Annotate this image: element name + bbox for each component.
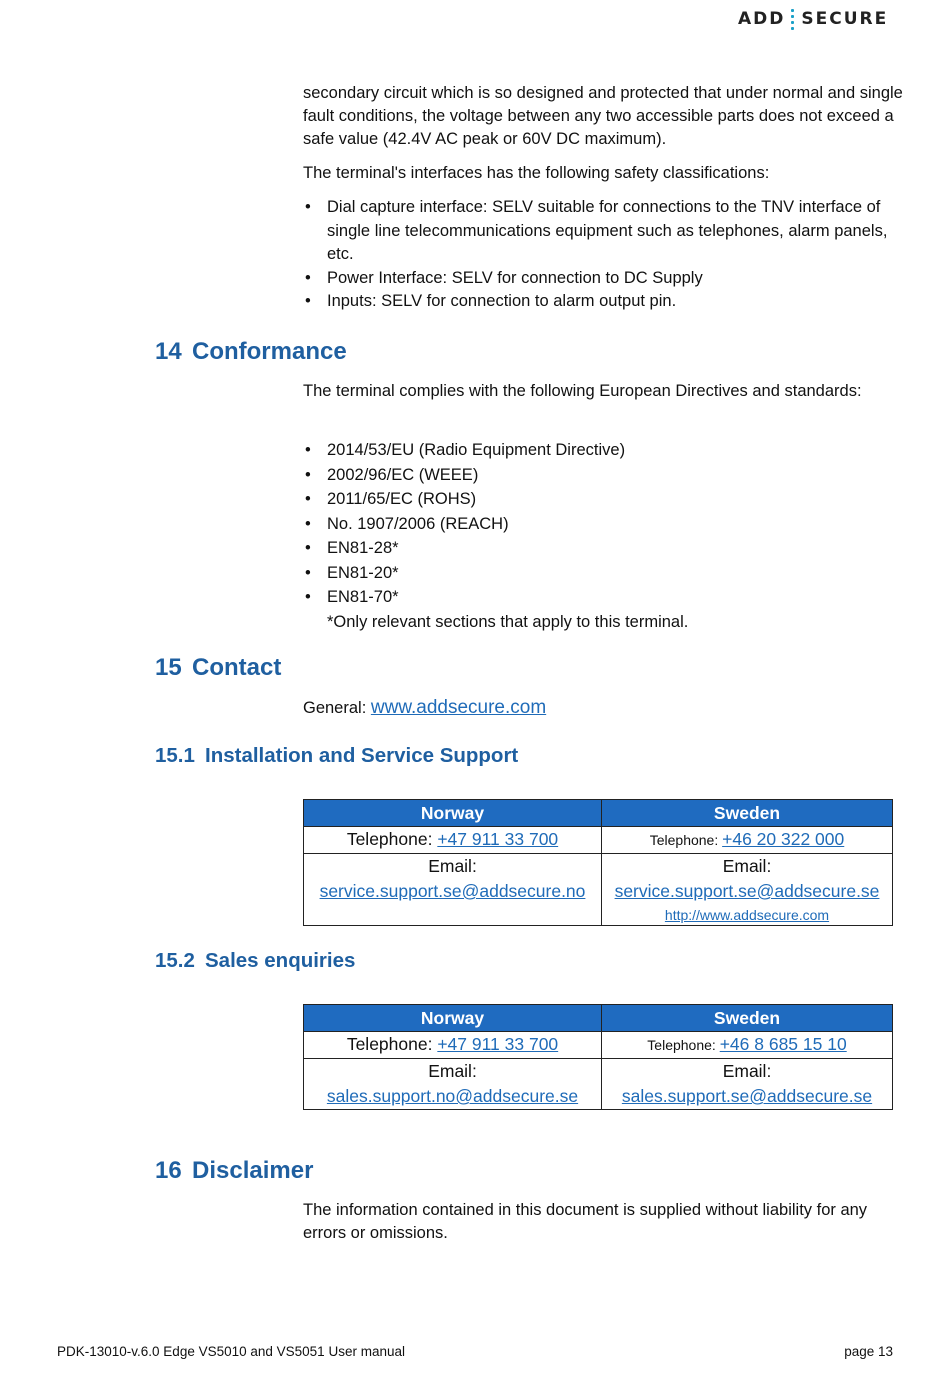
intro-lead: The terminal's interfaces has the following safety classifications: [303, 164, 770, 182]
list-item: • EN81-28* [303, 536, 903, 561]
sales-contact-table [303, 1004, 893, 1110]
sweden-email-link[interactable]: sales.support.se@addsecure.se [621, 1086, 873, 1106]
sweden-phone-link[interactable]: +46 8 685 15 10 [719, 1034, 847, 1054]
table-row [304, 1032, 893, 1059]
directives-list [303, 438, 903, 634]
intro-paragraph: secondary circuit which is so designed and protected that under normal and single fault conditions, the voltage between any two accessible parts does not exceed a safe value (42.4V AC peak or 60V DC maximum). [303, 84, 903, 148]
bullet-icon: • [305, 539, 311, 557]
section-heading-disclaimer: 16 Disclaimer [155, 1157, 314, 1184]
general-contact [303, 696, 903, 720]
bullet-icon: • [305, 465, 311, 484]
section-heading-sales: 15.2 Sales enquiries [155, 949, 356, 972]
bullet-icon: • [305, 514, 311, 533]
list-item: • 2002/96/EC (WEEE) [303, 463, 903, 488]
section-heading-support: 15.1 Installation and Service Support [155, 744, 519, 767]
logo-text-right: SECURE [801, 9, 889, 29]
list-item: • EN81-20* [303, 561, 903, 586]
conformance-lead: The terminal complies with the following European Directives and standards: [303, 382, 862, 400]
section-heading-conformance: 14 Conformance [155, 338, 347, 365]
sweden-email-cell: Email: service.support.se@addsecure.se http://www.addsecure.com [602, 854, 893, 926]
norway-email-cell: Email: service.support.se@addsecure.no [304, 854, 602, 926]
footer-document-title: PDK-13010-v.6.0 Edge VS5010 and VS5051 User manual [57, 1344, 405, 1359]
norway-email-link[interactable]: sales.support.no@addsecure.se [326, 1086, 579, 1106]
list-item: • 2011/65/EC (ROHS) [303, 487, 903, 512]
sweden-email-link[interactable]: service.support.se@addsecure.se [614, 881, 880, 901]
disclaimer-text: The information contained in this document is supplied without liability for any errors or omissions. [303, 1201, 868, 1242]
list-item: • No. 1907/2006 (REACH) [303, 512, 903, 537]
bullet-icon: • [305, 268, 311, 287]
table-row [304, 854, 893, 926]
table-row [304, 1059, 893, 1110]
bullet-icon: • [305, 490, 311, 508]
support-contact-table [303, 799, 893, 926]
column-header-sweden: Sweden [602, 1005, 893, 1032]
section-heading-contact: 15 Contact [155, 654, 282, 681]
bullet-icon: • [305, 588, 311, 606]
norway-telephone-cell: Telephone: +47 911 33 700 [304, 1032, 602, 1059]
website-link[interactable]: www.addsecure.com [370, 697, 547, 718]
norway-phone-link[interactable]: +47 911 33 700 [437, 1034, 559, 1054]
sweden-email-cell: Email: sales.support.se@addsecure.se [602, 1059, 893, 1110]
bullet-icon: • [305, 441, 311, 459]
table-header-row [304, 800, 893, 827]
footer-page-number: page 13 [844, 1344, 893, 1359]
column-header-sweden: Sweden [602, 800, 893, 827]
column-header-norway: Norway [304, 800, 602, 827]
bullet-icon: • [305, 198, 311, 216]
sweden-phone-link[interactable]: +46 20 322 000 [722, 829, 845, 849]
list-item: • EN81-70* [303, 585, 903, 610]
column-header-norway: Norway [304, 1005, 602, 1032]
list-item: • Inputs: SELV for connection to alarm output pin. [303, 290, 903, 314]
sweden-telephone-cell: Telephone: +46 8 685 15 10 [602, 1032, 893, 1059]
norway-telephone-cell: Telephone: +47 911 33 700 [304, 827, 602, 854]
list-item: • Dial capture interface: SELV suitable for connections to the TNV interface of single line telecommunications equipment such as telephones, alarm panels, etc. [305, 198, 888, 263]
sweden-website-link[interactable]: http://www.addsecure.com [664, 907, 830, 923]
bullet-icon: • [305, 563, 311, 582]
list-item: • Power Interface: SELV for connection to DC Supply [303, 267, 903, 291]
table-header-row [304, 1005, 893, 1032]
norway-phone-link[interactable]: +47 911 33 700 [437, 829, 559, 849]
bullet-icon: • [305, 292, 311, 310]
list-item-note: *Only relevant sections that apply to this terminal. [327, 612, 689, 631]
list-item: • 2014/53/EU (Radio Equipment Directive) [303, 438, 903, 463]
general-label: General: [303, 699, 371, 717]
logo-separator-icon [789, 8, 797, 30]
table-row [304, 827, 893, 854]
safety-list [303, 196, 903, 314]
addsecure-logo [738, 6, 898, 32]
norway-email-cell: Email: sales.support.no@addsecure.se [304, 1059, 602, 1110]
sweden-telephone-cell: Telephone: +46 20 322 000 [602, 827, 893, 854]
norway-email-link[interactable]: service.support.se@addsecure.no [319, 881, 586, 901]
logo-text-left: ADD [738, 9, 786, 29]
